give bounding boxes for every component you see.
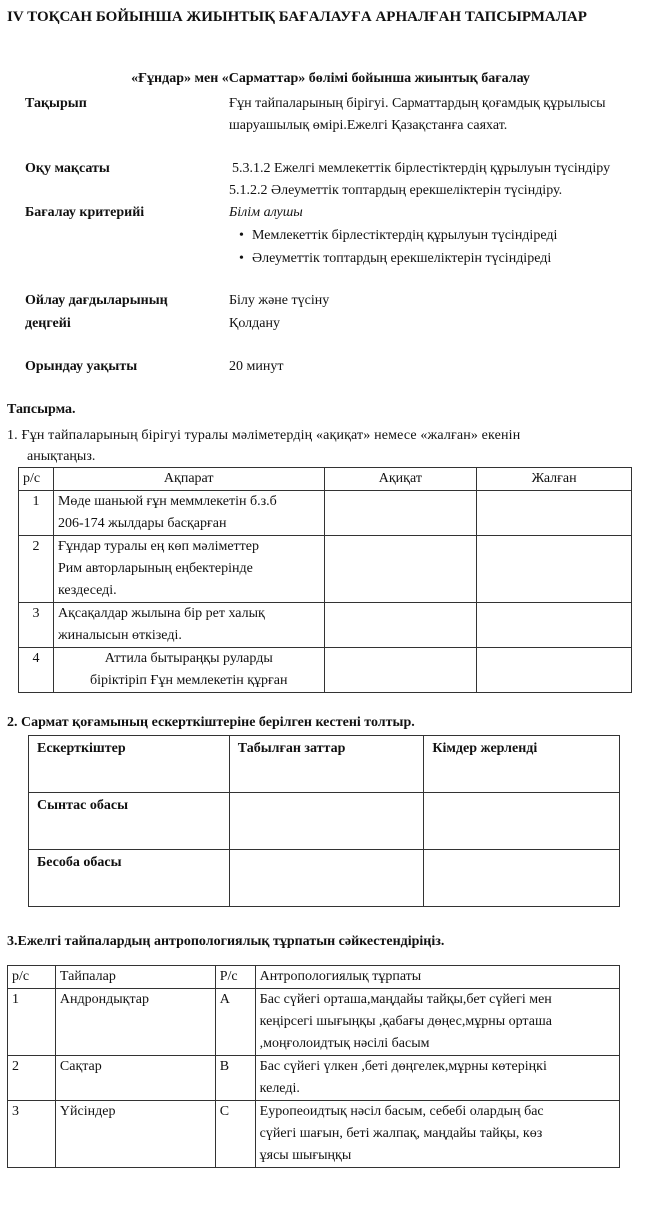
true-answer-cell[interactable] [324, 491, 477, 536]
goal-label: Оқу мақсаты [25, 161, 110, 176]
q2-table [28, 735, 620, 907]
found-items-cell[interactable] [229, 793, 424, 850]
anthropology-description: Еуропеоидтық нәсіл басым, себебі олардың бас сүйегі шағын, беті жалпақ, маңдайы тайқы, көз ұясы шығыңқы [255, 1101, 619, 1168]
time-value: 20 минут [229, 359, 284, 374]
table-row [29, 793, 620, 850]
col-header-number: р/с [8, 966, 56, 989]
anthropology-description: Бас сүйегі үлкен ,беті дөңгелек,мұрны көтеріңкі келеді. [255, 1056, 619, 1101]
assessment-subtitle: «Ғұндар» мен «Сарматтар» бөлімі бойынша жиынтық бағалау [131, 71, 530, 86]
false-answer-cell[interactable] [477, 603, 632, 648]
false-answer-cell[interactable] [477, 648, 632, 693]
row-letter: C [215, 1101, 255, 1168]
row-number: 1 [19, 491, 54, 536]
col-header-false: Жалған [477, 468, 632, 491]
row-info: Мөде шаньюй ғұн меммлекетін б.з.б 206-174 жылдары басқарған [53, 491, 324, 536]
found-items-cell[interactable] [229, 850, 424, 907]
row-number: 3 [8, 1101, 56, 1168]
topic-label: Тақырып [25, 96, 87, 111]
q3-table [7, 965, 620, 1168]
row-letter: A [215, 989, 255, 1056]
col-header-buried: Кімдер жерленді [424, 736, 620, 793]
q2-title: 2. Сармат қоғамының ескерткіштеріне берілген кестені толтыр. [7, 715, 415, 730]
criteria-item-2: • Әлеуметтік топтардың ерекшеліктерін түсіндіреді [252, 248, 551, 270]
topic-line-1: Ғұн тайпаларының бірігуі. Сарматтардың қоғамдық құрылысы [229, 96, 606, 111]
row-number: 1 [8, 989, 56, 1056]
anthropology-description: Бас сүйегі орташа,маңдайы тайқы,бет сүйегі мен кеңірсегі шығыңқы ,қабағы дөңес,мұрны орташа ,моңғолоидтық нәсілі басым [255, 989, 619, 1056]
table-row [29, 850, 620, 907]
col-header-anthropology: Антропологиялық тұрпаты [255, 966, 619, 989]
q1-table [18, 467, 632, 693]
criteria-label: Бағалау критерийі [25, 205, 145, 220]
col-header-true: Ақиқат [324, 468, 477, 491]
tribe-name: Андрондықтар [55, 989, 215, 1056]
tribe-name: Үйсіндер [55, 1101, 215, 1168]
table-row [8, 1056, 620, 1101]
row-number: 3 [19, 603, 54, 648]
col-header-monuments: Ескерткіштер [29, 736, 230, 793]
row-number: 2 [8, 1056, 56, 1101]
row-letter: B [215, 1056, 255, 1101]
row-info: Аттила бытыраңқы руларды біріктіріп Ғұн мемлекетін құрған [53, 648, 324, 693]
criteria-item-1: • Мемлекеттік бірлестіктердің құрылуын түсіндіреді [252, 225, 557, 247]
table-row [8, 989, 620, 1056]
true-answer-cell[interactable] [324, 603, 477, 648]
skills-level-1: Білу және түсіну [229, 293, 330, 308]
false-answer-cell[interactable] [477, 491, 632, 536]
table-row [19, 648, 632, 693]
table-header-row [8, 966, 620, 989]
true-answer-cell[interactable] [324, 536, 477, 603]
skills-label-line-1: Ойлау дағдыларының [25, 293, 168, 308]
skills-level-2: Қолдану [229, 316, 280, 331]
row-number: 2 [19, 536, 54, 603]
tribe-name: Сақтар [55, 1056, 215, 1101]
goal-line-2: 5.1.2.2 Әлеуметтік топтардың ерекшеліктерін түсіндіру. [229, 183, 563, 198]
row-info: Ғұндар туралы ең көп мәліметтер Рим авторларының еңбектерінде кездеседі. [53, 536, 324, 603]
page-title: IV ТОҚСАН БОЙЫНША ЖИЫНТЫҚ БАҒАЛАУҒА АРНАЛҒАН ТАПСЫРМАЛАР [7, 9, 587, 25]
false-answer-cell[interactable] [477, 536, 632, 603]
q1-instruction-line-1: 1. Ғұн тайпаларының бірігуі туралы мәліметердің «ақиқат» немесе «жалған» екенін [7, 428, 521, 443]
monument-name: Бесоба обасы [29, 850, 230, 907]
col-header-tribes: Тайпалар [55, 966, 215, 989]
task-label: Тапсырма. [7, 402, 76, 417]
row-number: 4 [19, 648, 54, 693]
topic-line-2: шаруашылық өмірі.Ежелгі Қазақстанға саяхат. [229, 118, 508, 133]
col-header-number: р/с [19, 468, 54, 491]
buried-cell[interactable] [424, 793, 620, 850]
table-header-row [19, 468, 632, 491]
goal-line-1: 5.3.1.2 Ежелгі мемлекеттік бірлестіктердің құрылуын түсіндіру [232, 161, 611, 176]
q3-title: 3.Ежелгі тайпалардың антропологиялық тұрпатын сәйкестендіріңіз. [7, 934, 445, 949]
col-header-letter: Р/с [215, 966, 255, 989]
true-answer-cell[interactable] [324, 648, 477, 693]
col-header-info: Ақпарат [53, 468, 324, 491]
row-info: Ақсақалдар жылына бір рет халық жиналысын өткізеді. [53, 603, 324, 648]
table-row [19, 536, 632, 603]
table-row [19, 603, 632, 648]
col-header-found-items: Табылған заттар [229, 736, 424, 793]
monument-name: Сынтас обасы [29, 793, 230, 850]
time-label: Орындау уақыты [25, 359, 138, 374]
criteria-intro: Білім алушы [229, 205, 303, 220]
buried-cell[interactable] [424, 850, 620, 907]
table-row [8, 1101, 620, 1168]
table-header-row [29, 736, 620, 793]
skills-label-line-2: деңгейі [25, 316, 71, 331]
table-row [19, 491, 632, 536]
q1-instruction-line-2: анықтаңыз. [27, 449, 96, 464]
